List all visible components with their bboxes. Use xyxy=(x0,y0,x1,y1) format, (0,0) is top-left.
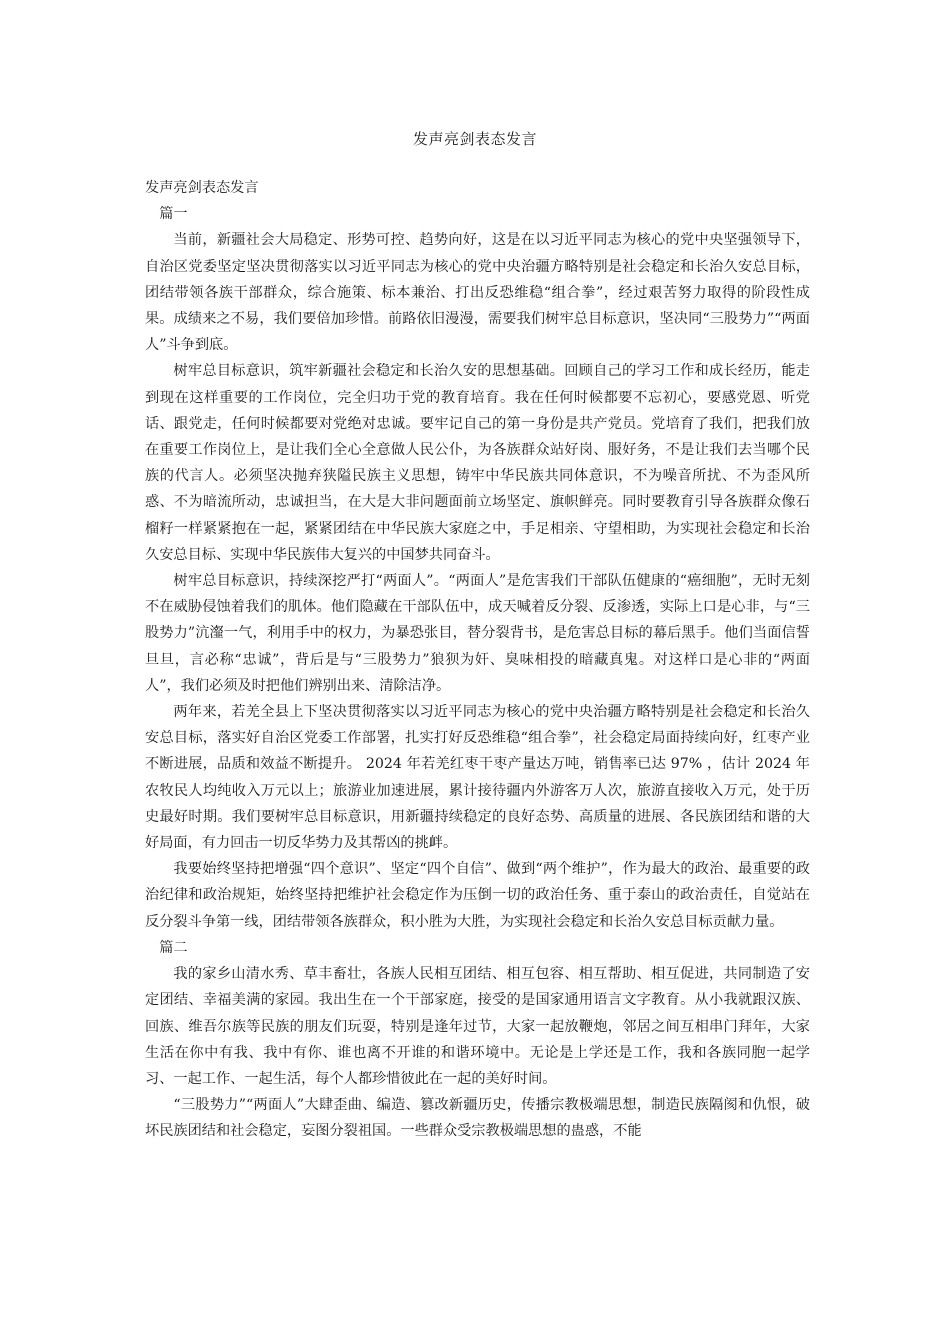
paragraph: 当前，新疆社会大局稳定、形势可控、趋势向好，这是在以习近平同志为核心的党中央坚强领导下，自治区党委坚定坚决贯彻落实以习近平同志为核心的党中央治疆方略特别是社会稳定和长治久安总目标，团结带领各族干部群众，综合施策、标本兼治、打出反恐维稳“组合拳”，经过艰苦努力取得的阶段性成果。成绩来之不易，我们要倍加珍惜。前路依旧漫漫，需要我们树牢总目标意识，坚决同“三股势力”“两面人”斗争到底。 xyxy=(145,232,810,354)
document-body xyxy=(145,175,810,1145)
document-subtitle: 发声亮剑表态发言 xyxy=(145,180,259,196)
paragraph: 树牢总目标意识，筑牢新疆社会稳定和长治久安的思想基础。回顾自己的学习工作和成长经历，能走到现在这样重要的工作岗位，完全归功于党的教育培育。我在任何时候都要不忘初心，要感党恩、听党话、跟党走，任何时候都要对党绝对忠诚。要牢记自己的第一身份是共产党员。党培育了我们，把我们放在重要工作岗位上，是让我们全心全意做人民公仆，为各族群众站好岗、服好务，不是让我们去当哪个民族的代言人。必须坚决抛弃狭隘民族主义思想，铸牢中华民族共同体意识，不为噪音所扰、不为歪风所惑、不为暗流所动，忠诚担当，在大是大非问题面前立场坚定、旗帜鲜亮。同时要教育引导各族群众像石榴籽一样紧紧抱在一起，紧紧团结在中华民族大家庭之中，手足相亲、守望相助，为实现社会稳定和长治久安总目标、实现中华民族伟大复兴的中国梦共同奋斗。 xyxy=(145,363,810,563)
page-title: 发声亮剑表态发言 xyxy=(412,130,537,148)
paragraph: 两年来，若羌全县上下坚决贯彻落实以习近平同志为核心的党中央治疆方略特别是社会稳定和长治久安总目标，落实好自治区党委工作部署，扎实打好反恐维稳“组合拳”，社会稳定局面持续向好，红枣产业不断进展，品质和效益不断提升。 2024 年若羌红枣干枣产量达万吨，销售率已达 97% ，估计 2024 年农牧民人均纯收入万元以上；旅游业加速进展，累计接待疆内外游客万人次，旅游直接收入万元，处于历史最好时期。我们要树牢总目标意识，用新疆持续稳定的良好态势、高质量的进展、各民族团结和谐的大好局面，有力回击一切反华势力及其帮凶的挑衅。 xyxy=(145,704,810,852)
paragraph: “三股势力”“两面人”大肆歪曲、编造、篡改新疆历史，传播宗教极端思想，制造民族隔阂和仇恨，破坏民族团结和社会稳定，妄图分裂祖国。一些群众受宗教极端思想的蛊惑，不能 xyxy=(145,1097,810,1140)
section-label-2: 篇二 xyxy=(159,939,188,956)
paragraph: 树牢总目标意识，持续深挖严打“两面人”。“两面人”是危害我们干部队伍健康的“癌细胞”，无时无刻不在威胁侵蚀着我们的肌体。他们隐藏在干部队伍中，成天喊着反分裂、反渗透，实际上口是心非，与“三股势力”沆瀣一气，利用手中的权力，为暴恐张目，替分裂背书，是危害总目标的幕后黑手。他们当面信誓旦旦，言必称“忠诚”，背后是与“三股势力”狼狈为奸、臭味相投的暗藏真鬼。对这样口是心非的“两面人”，我们必须及时把他们辨别出来、清除洁净。 xyxy=(145,573,810,694)
paragraph: 我要始终坚持把增强“四个意识”、坚定“四个自信”、做到“两个维护”，作为最大的政治、最重要的政治纪律和政治规矩，始终坚持把维护社会稳定作为压倒一切的政治任务、重于泰山的政治责任，自觉站在反分裂斗争第一线，团结带领各族群众，积小胜为大胜，为实现社会稳定和长治久安总目标贡献力量。 xyxy=(145,861,810,930)
paragraph: 我的家乡山清水秀、草丰畜壮，各族人民相互团结、相互包容、相互帮助、相互促进，共同制造了安定团结、幸福美满的家园。我出生在一个干部家庭，接受的是国家通用语言文字教育。从小我就跟汉族、回族、维吾尔族等民族的朋友们玩耍，特别是逢年过节，大家一起放鞭炮，邻居之间互相串门拜年，大家生活在你中有我、我中有你、谁也离不开谁的和谐环境中。无论是上学还是工作，我和各族同胞一起学习、一起工作、一起生活，每个人都珍惜彼此在一起的美好时间。 xyxy=(145,966,810,1087)
section-label-1: 篇一 xyxy=(159,206,188,223)
